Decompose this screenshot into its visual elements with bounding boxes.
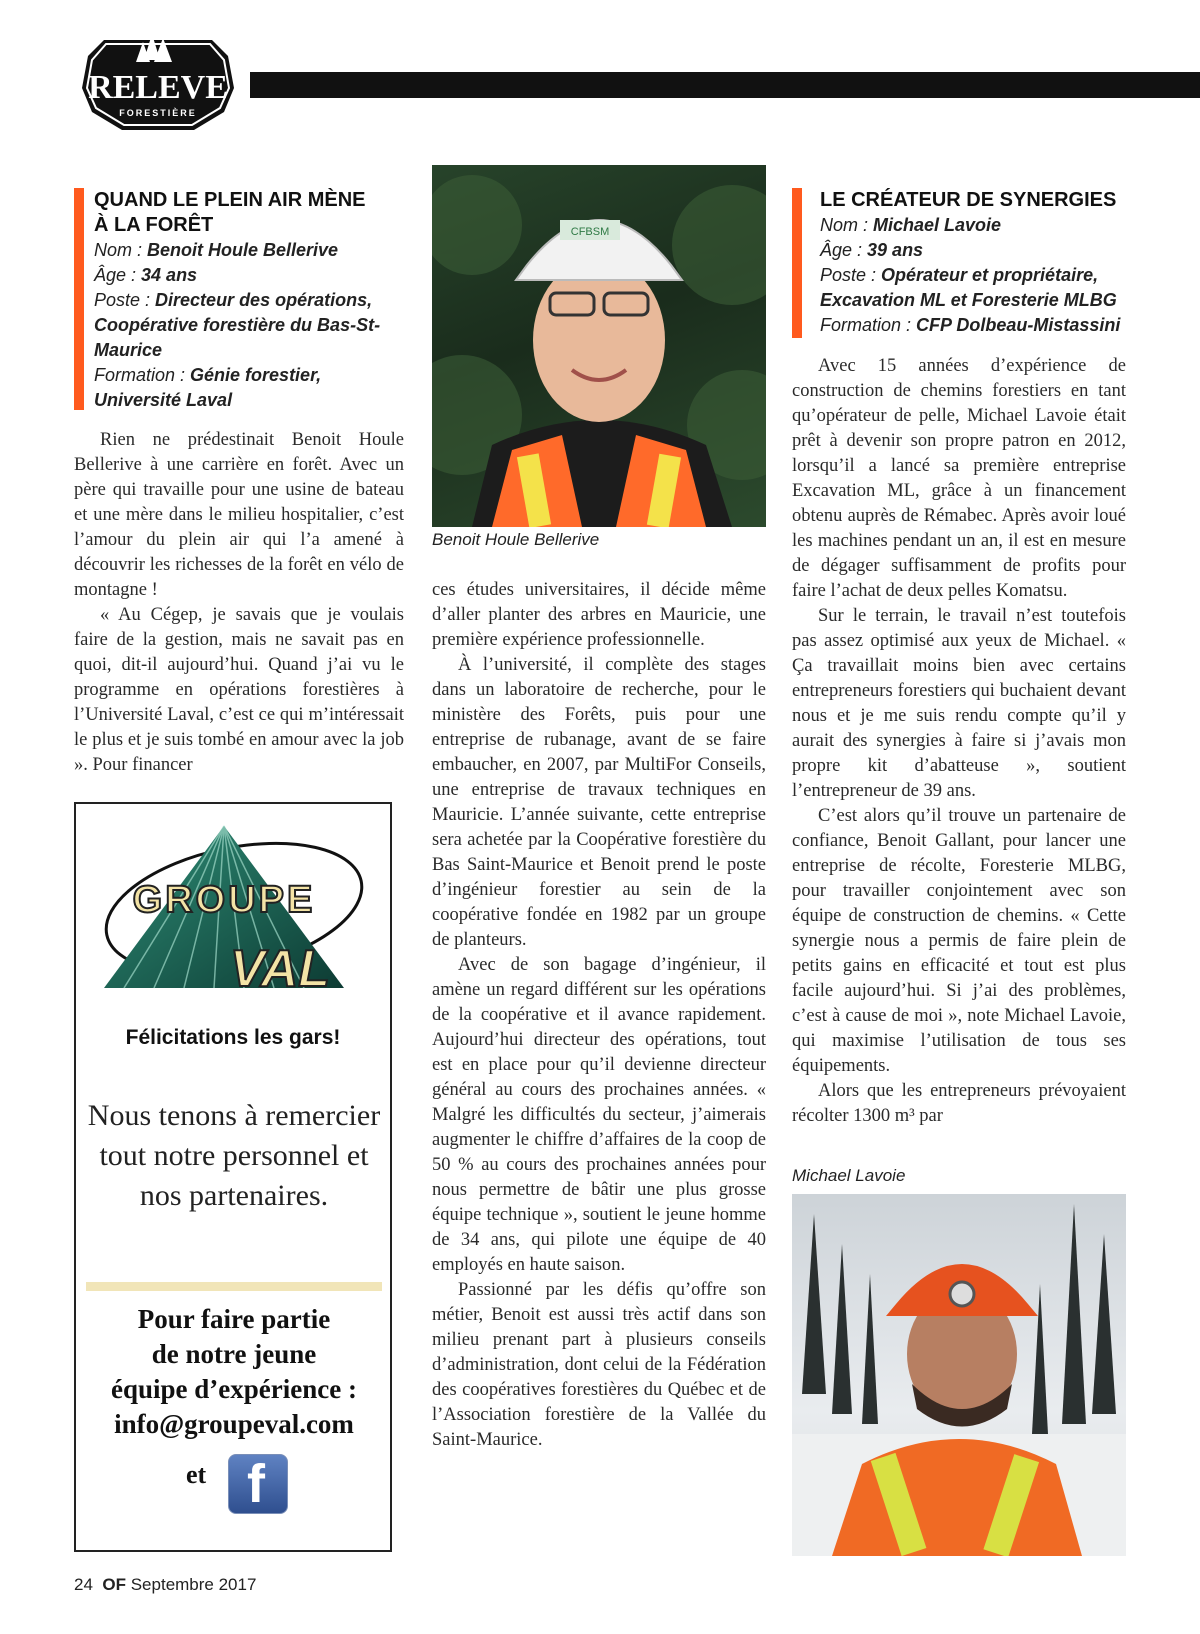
profile-poste: Poste : Opérateur et propriétaire, Excavation ML et Foresterie MLBG [820,265,1117,310]
profile-title: QUAND LE PLEIN AIR MÈNE À LA FORÊT [94,189,366,236]
photo-benoit [432,165,766,527]
paragraph: À l’université, il complète des stages dans un laboratoire de recherche, pour le ministère des Forêts, puis pour une entreprise de rubanage, avant de se faire embaucher, en 2007, par MultiFor Conseils, une entreprise de travaux techniques en Mauricie. L’année suivante, cette entreprise sera achetée par la Coopérative forestière du Bas Saint-Maurice et Benoit prend le poste d’ingénieur forestier au sein de la coopérative fondée en 1982 par un groupe de planteurs. [432,655,766,950]
profile-title: LE CRÉATEUR DE SYNERGIES [820,189,1117,211]
paragraph: ces études universitaires, il décide même d’aller planter des arbres en Mauricie, une première expérience professionnelle. [432,580,766,650]
paragraph: C’est alors qu’il trouve un partenaire de confiance, Benoit Gallant, pour lancer une entreprise de récolte, Foresterie MLBG, pour travailler conjointement avec son équipe de construction de chemins. « Cette synergie nous a permis de faire plein de petits gains en efficacité et tout est plus facile aujourd’hui. Si j’ai des problèmes, c’est à cause de moi », note Michael Lavoie, qui maximise l’utilisation de tous ses équipements. [792,806,1126,1076]
page-footer [74,1575,256,1595]
column-1-text [74,428,404,778]
paragraph: Sur le terrain, le travail n’est toutefois pas assez optimisé aux yeux de Michael. « Ça travaillait moins bien avec certains entrepreneurs forestiers qui buchaient devant nous et je me suis rendu compte qu’il y aurait des synergies à faire si j’avais mon propre kit d’abatteuse », soutient l’entrepreneur de 39 ans. [792,606,1126,801]
caption-benoit: Benoit Houle Bellerive [432,530,600,549]
profile-poste: Poste : Directeur des opérations, Coopérative forestière du Bas-St- Maurice [94,290,381,360]
header-bar [250,72,1200,98]
facebook-icon[interactable] [228,1454,288,1514]
groupe-val-logo [84,816,384,1006]
paragraph: Passionné par les défis qu’offre son métier, Benoit est aussi très actif dans son milieu prenant part à plusieurs conseils d’administration, dont celui de la Fédération des coopératives forestières du Québec et de l’Association forestière de la Vallée du Saint-Maurice. [432,1280,766,1450]
groupe-val-ad [74,802,392,1552]
paragraph: Alors que les entrepreneurs prévoyaient récolter 1300 m³ par [792,1081,1126,1126]
svg-text:FORESTIÈRE: FORESTIÈRE [119,108,197,118]
paragraph: « Au Cégep, je savais que je voulais faire de la gestion, mais ne savait pas en quoi, dit-il aujourd’hui. Quand j’ai vu le programme en opérations forestières à l’Université Laval, c’est ce qui m’intéressait le plus et je suis tombé en amour avec la job ». Pour financer [74,605,404,775]
ad-thanks: Nous tenons à remercier tout notre personnel et nos partenaires. [87,1099,381,1212]
accent-bar [74,188,84,410]
ad-join: Pour faire partie de notre jeune équipe d’expérience : info@groupeval.com [111,1304,357,1439]
ad-email-link[interactable]: info@groupeval.com [114,1409,354,1439]
profile-formation: Formation : Génie forestier, Université Laval [94,365,322,410]
column-3-text [792,354,1126,1129]
svg-text:CFBSM: CFBSM [570,226,610,238]
caption-michael: Michael Lavoie [792,1166,906,1185]
ad-divider [86,1282,382,1291]
ad-et: et [186,1460,207,1489]
svg-text:RELEVE: RELEVE [88,69,228,106]
profile-age: Âge : 39 ans [820,240,924,260]
profile-formation: Formation : CFP Dolbeau-Mistassini [820,315,1121,335]
magazine-name: OF [102,1575,126,1594]
issue-date: Septembre 2017 [130,1575,257,1594]
profile-michael [792,188,1126,338]
photo-benoit-illustration [432,165,766,527]
releve-forestiere-logo [74,30,242,138]
paragraph: Avec de son bagage d’ingénieur, il amène un regard différent sur les opérations de la coopérative et il avance rapidement. Aujourd’hui directeur des opérations, tout est en place pour qu’il devienne directeur général au cours des prochaines années. « Malgré les difficultés du secteur, j’aimerais augmenter le chiffre d’affaires de la coop de 50 % au cours des prochaines années pour nous permettre de bâtir une plus grosse équipe technique », soutient le jeune homme de 34 ans, qui pilote une équipe de 40 employés en haute saison. [432,955,766,1275]
profile-name: Nom : Benoit Houle Bellerive [94,240,339,260]
column-2-text [432,578,766,1453]
photo-michael [792,1194,1126,1556]
svg-text:GROUPE: GROUPE [132,879,316,921]
ad-congrats: Félicitations les gars! [125,1026,341,1049]
paragraph: Avec 15 années d’expérience de construction de chemins forestiers en tant qu’opérateur de pelle, Michael Lavoie était prêt à devenir son propre patron en 2012, lorsqu’il a lancé sa première entreprise Excavation ML, grâce à un financement obtenu auprès de Rémabec. Après avoir loué les machines pendant un an, il est en mesure de dégager suffisamment de profits pour faire l’achat de deux pelles Komatsu. [792,356,1126,601]
photo-michael-illustration [792,1194,1126,1556]
profile-age: Âge : 34 ans [94,265,198,285]
paragraph: Rien ne prédestinait Benoit Houle Bellerive à une carrière en forêt. Avec un père qui travaille pour une usine de bateau et une mère dans le milieu hospitalier, c’est l’amour du plein air qui l’a amené à découvrir les richesses de la forêt en vélo de montagne ! [74,430,404,600]
svg-text:VAL: VAL [229,940,331,998]
facebook-letter: f [247,1454,265,1514]
profile-benoit [74,188,404,413]
accent-bar [792,188,802,338]
page-number: 24 [74,1575,93,1594]
profile-name: Nom : Michael Lavoie [820,215,1002,235]
